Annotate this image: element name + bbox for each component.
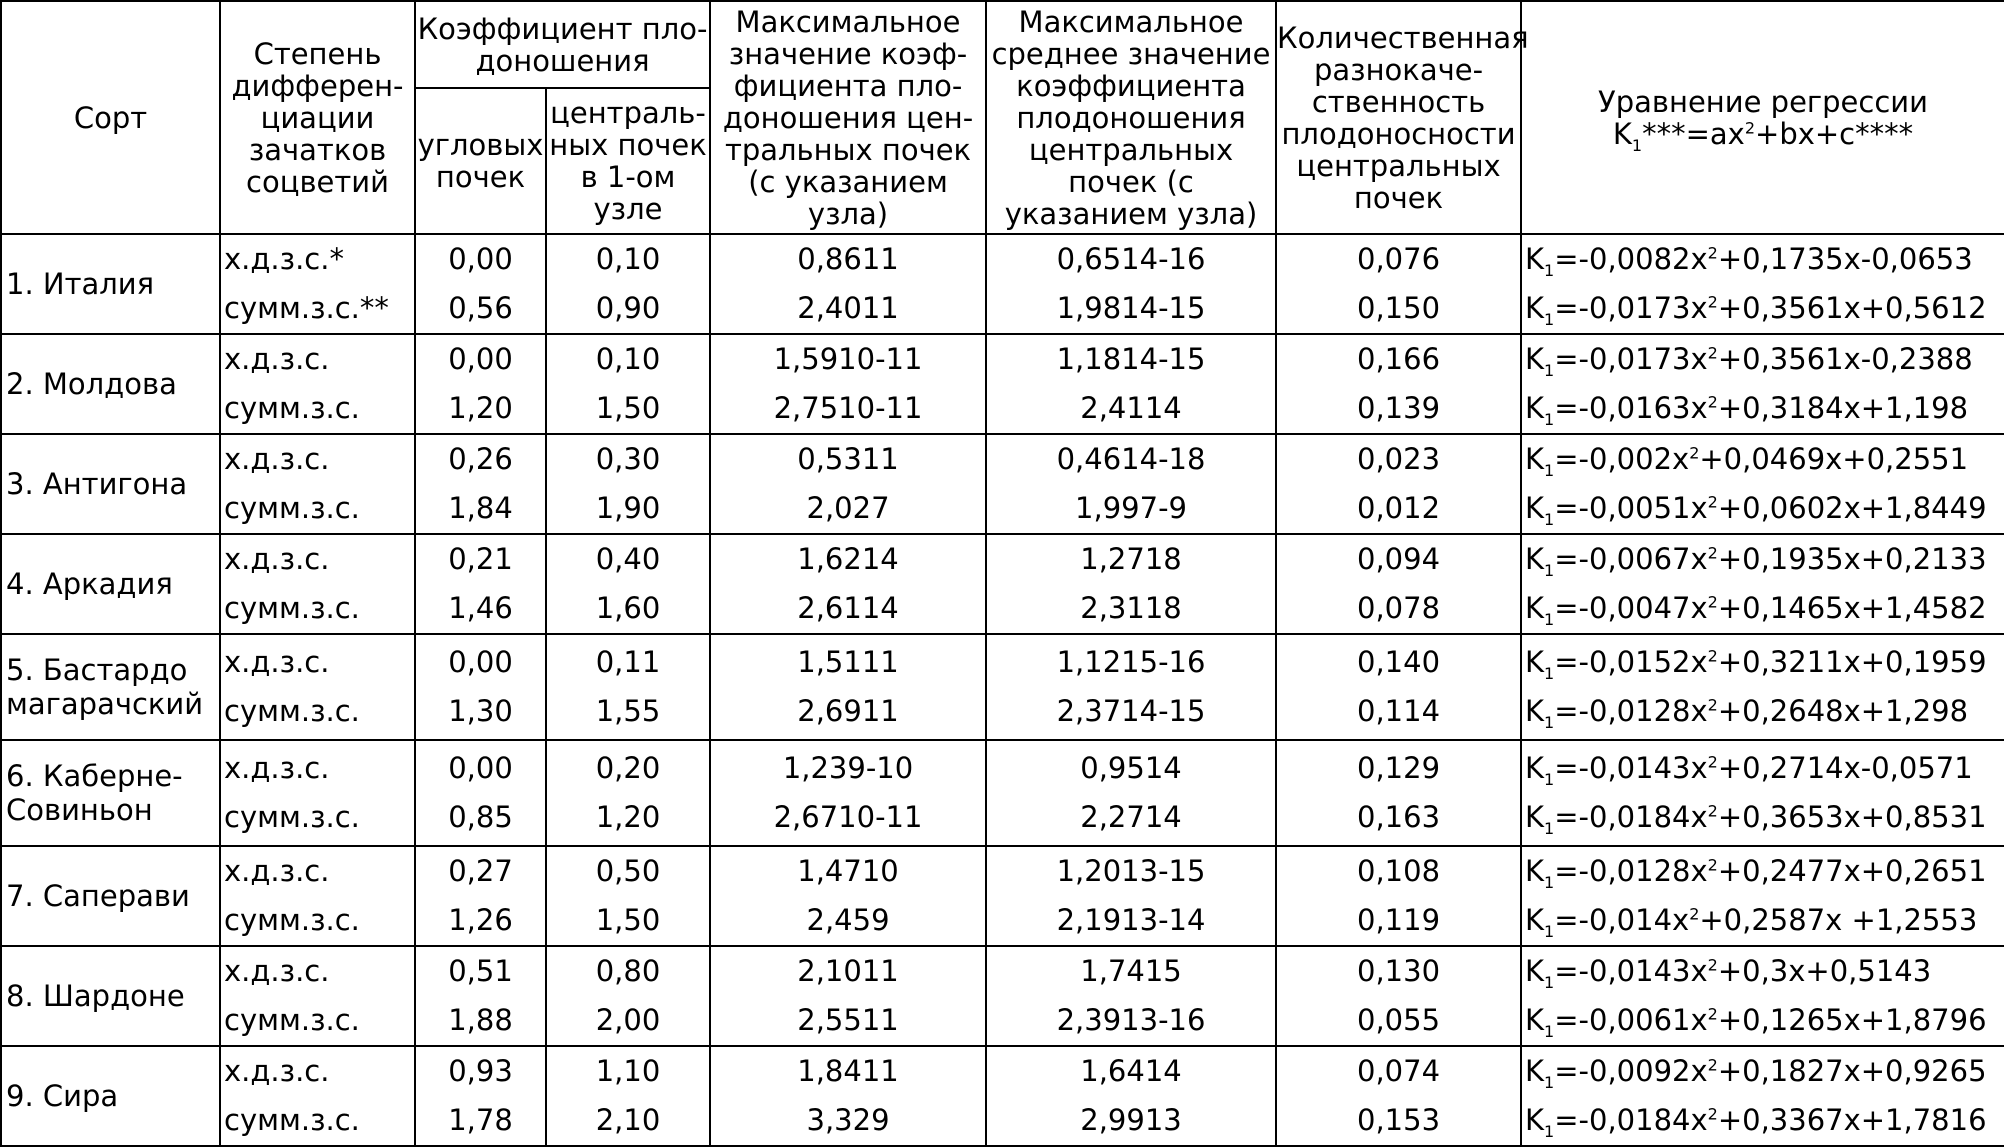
table-row bbox=[1, 1046, 2004, 1146]
max-central-value bbox=[710, 534, 986, 634]
corner-buds-value-line: 0,00 bbox=[448, 751, 513, 785]
max-mean-central-value-line: 1,997-9 bbox=[1075, 491, 1187, 525]
cultivar-name: 7. Саперави bbox=[1, 846, 220, 946]
corner-buds-value-line: 0,00 bbox=[448, 645, 513, 679]
heterogeneity-value bbox=[1276, 334, 1521, 434]
corner-buds-value-line: 0,00 bbox=[448, 242, 513, 276]
regression-equation-line: $K_1=-0,0051x^2+0,0602x+1,8449$ bbox=[1525, 491, 1987, 529]
cultivar-name: 4. Аркадия bbox=[1, 534, 220, 634]
regression-equation-line: $K_1=-0,0082x^2+0,1735x-0,0653$ bbox=[1525, 242, 1973, 280]
central-buds-node1-value-line: 0,20 bbox=[595, 751, 661, 785]
heterogeneity-value-line: 0,140 bbox=[1357, 645, 1441, 679]
cultivar-name: 2. Молдова bbox=[1, 334, 220, 434]
regression-equation bbox=[1521, 846, 2004, 946]
max-mean-central-value-line: 1,9814-15 bbox=[1056, 291, 1206, 325]
max-mean-central-value bbox=[986, 946, 1276, 1046]
heterogeneity-value-line: 0,153 bbox=[1357, 1103, 1441, 1137]
differentiation-degree bbox=[220, 1046, 415, 1146]
max-mean-central-value-line: 0,6514-16 bbox=[1056, 242, 1206, 276]
max-central-value-line: 0,5311 bbox=[797, 442, 899, 476]
header-regression-equation bbox=[1521, 1, 2004, 234]
max-central-value-line: 1,8411 bbox=[797, 1054, 899, 1088]
max-central-value bbox=[710, 634, 986, 740]
corner-buds-value bbox=[415, 634, 546, 740]
header-quantitative-heterogeneity: Количественная разнокаче-ственность плодоносности центральных почек bbox=[1276, 1, 1521, 234]
differentiation-degree bbox=[220, 434, 415, 534]
max-central-value bbox=[710, 946, 986, 1046]
regression-equation-line: $K_1=-0,0152x^2+0,3211x+0,1959$ bbox=[1525, 645, 1987, 683]
central-buds-node1-value-line: 1,60 bbox=[595, 591, 661, 625]
corner-buds-value-line: 0,27 bbox=[448, 854, 513, 888]
differentiation-degree-line: х.д.з.с. bbox=[224, 542, 330, 576]
max-central-value-line: 1,5111 bbox=[797, 645, 899, 679]
regression-equation-line: $K_1=-0,0067x^2+0,1935x+0,2133$ bbox=[1525, 542, 1987, 580]
heterogeneity-value-line: 0,129 bbox=[1357, 751, 1441, 785]
max-central-value-line: 2,459 bbox=[806, 903, 890, 937]
regression-equation-line: $K_1=-0,0184x^2+0,3367x+1,7816$ bbox=[1525, 1103, 1987, 1141]
table-row bbox=[1, 846, 2004, 946]
header-differentiation-degree: Степень дифферен-циации зачатков соцветий bbox=[220, 1, 415, 234]
regression-equation bbox=[1521, 234, 2004, 334]
regression-equation bbox=[1521, 634, 2004, 740]
max-mean-central-value-line: 2,1913-14 bbox=[1056, 903, 1206, 937]
max-central-value-line: 1,239-10 bbox=[782, 751, 914, 785]
corner-buds-value-line: 0,93 bbox=[448, 1054, 513, 1088]
max-mean-central-value-line: 1,6414 bbox=[1080, 1054, 1182, 1088]
heterogeneity-value bbox=[1276, 534, 1521, 634]
heterogeneity-value bbox=[1276, 434, 1521, 534]
max-mean-central-value-line: 1,1814-15 bbox=[1056, 342, 1206, 376]
table-row bbox=[1, 234, 2004, 334]
corner-buds-value bbox=[415, 234, 546, 334]
max-central-value-line: 2,4011 bbox=[797, 291, 899, 325]
table-row bbox=[1, 334, 2004, 434]
regression-equation-line: $K_1=-0,002x^2+0,0469x+0,2551$ bbox=[1525, 442, 1969, 480]
max-mean-central-value-line: 0,4614-18 bbox=[1056, 442, 1206, 476]
heterogeneity-value-line: 0,023 bbox=[1357, 442, 1441, 476]
central-buds-node1-value-line: 1,20 bbox=[595, 800, 661, 834]
header-cultivar: Сорт bbox=[1, 1, 220, 234]
table-row bbox=[1, 740, 2004, 846]
central-buds-node1-value bbox=[546, 234, 710, 334]
central-buds-node1-value-line: 1,90 bbox=[595, 491, 661, 525]
heterogeneity-value-line: 0,055 bbox=[1357, 1003, 1441, 1037]
central-buds-node1-value bbox=[546, 846, 710, 946]
max-central-value-line: 2,6114 bbox=[797, 591, 899, 625]
regression-equation-line: $K_1=-0,0128x^2+0,2477x+0,2651$ bbox=[1525, 854, 1987, 892]
max-central-value-line: 2,5511 bbox=[797, 1003, 899, 1037]
heterogeneity-value-line: 0,012 bbox=[1357, 491, 1441, 525]
regression-formula: $K_1***=ax^2+bx+c****$ bbox=[1612, 116, 1914, 155]
header-max-central-coefficient: Максимальное значение коэф-фициента пло-доношения цен-тральных почек (с указанием узла) bbox=[710, 1, 986, 234]
corner-buds-value bbox=[415, 1046, 546, 1146]
central-buds-node1-value-line: 1,55 bbox=[595, 694, 661, 728]
central-buds-node1-value-line: 2,10 bbox=[595, 1103, 661, 1137]
corner-buds-value-line: 0,56 bbox=[448, 291, 513, 325]
regression-equation-line: $K_1=-0,0143x^2+0,2714x-0,0571$ bbox=[1525, 751, 1973, 789]
max-central-value-line: 3,329 bbox=[806, 1103, 890, 1137]
cultivar-name: 9. Сира bbox=[1, 1046, 220, 1146]
corner-buds-value bbox=[415, 334, 546, 434]
max-mean-central-value bbox=[986, 846, 1276, 946]
regression-equation-line: $K_1=-0,0047x^2+0,1465x+1,4582$ bbox=[1525, 591, 1987, 629]
central-buds-node1-value bbox=[546, 740, 710, 846]
heterogeneity-value-line: 0,166 bbox=[1357, 342, 1441, 376]
differentiation-degree-line: х.д.з.с. bbox=[224, 442, 330, 476]
central-buds-node1-value-line: 0,90 bbox=[595, 291, 661, 325]
regression-equation bbox=[1521, 740, 2004, 846]
differentiation-degree bbox=[220, 846, 415, 946]
central-buds-node1-value-line: 1,50 bbox=[595, 903, 661, 937]
max-central-value-line: 2,6710-11 bbox=[773, 800, 923, 834]
central-buds-node1-value-line: 1,10 bbox=[595, 1054, 661, 1088]
regression-equation-line: $K_1=-0,0128x^2+0,2648x+1,298$ bbox=[1525, 694, 1969, 732]
max-central-value-line: 1,4710 bbox=[797, 854, 899, 888]
header-corner-buds: угловых почек bbox=[415, 88, 546, 234]
header-fruiting-coefficient: Коэффициент пло-доношения bbox=[415, 1, 710, 88]
central-buds-node1-value bbox=[546, 946, 710, 1046]
table-row bbox=[1, 946, 2004, 1046]
regression-equation-line: $K_1=-0,0163x^2+0,3184x+1,198$ bbox=[1525, 391, 1969, 429]
heterogeneity-value bbox=[1276, 634, 1521, 740]
max-mean-central-value-line: 1,2718 bbox=[1080, 542, 1182, 576]
differentiation-degree-line: х.д.з.с. bbox=[224, 854, 330, 888]
max-mean-central-value-line: 2,4114 bbox=[1080, 391, 1182, 425]
differentiation-degree bbox=[220, 234, 415, 334]
corner-buds-value-line: 1,46 bbox=[448, 591, 513, 625]
central-buds-node1-value-line: 1,50 bbox=[595, 391, 661, 425]
max-mean-central-value bbox=[986, 534, 1276, 634]
central-buds-node1-value bbox=[546, 334, 710, 434]
header-max-mean-central-coefficient: Максимальное среднее значение коэффициента плодоношения центральных почек (с указанием узла) bbox=[986, 1, 1276, 234]
max-mean-central-value bbox=[986, 234, 1276, 334]
differentiation-degree-line: сумм.з.с. bbox=[224, 694, 360, 728]
max-central-value bbox=[710, 846, 986, 946]
heterogeneity-value-line: 0,119 bbox=[1357, 903, 1441, 937]
corner-buds-value-line: 1,30 bbox=[448, 694, 513, 728]
max-mean-central-value-line: 0,9514 bbox=[1080, 751, 1182, 785]
central-buds-node1-value-line: 0,10 bbox=[595, 242, 661, 276]
max-mean-central-value bbox=[986, 634, 1276, 740]
differentiation-degree-line: сумм.з.с. bbox=[224, 491, 360, 525]
heterogeneity-value bbox=[1276, 740, 1521, 846]
table-row bbox=[1, 434, 2004, 534]
max-mean-central-value-line: 1,2013-15 bbox=[1056, 854, 1206, 888]
regression-equation bbox=[1521, 534, 2004, 634]
heterogeneity-value bbox=[1276, 1046, 1521, 1146]
central-buds-node1-value bbox=[546, 434, 710, 534]
corner-buds-value-line: 1,84 bbox=[448, 491, 513, 525]
regression-equation-line: $K_1=-0,0173x^2+0,3561x-0,2388$ bbox=[1525, 342, 1973, 380]
regression-equation-line: $K_1=-0,014x^2+0,2587x +1,2553$ bbox=[1525, 903, 1978, 941]
differentiation-degree bbox=[220, 334, 415, 434]
central-buds-node1-value bbox=[546, 534, 710, 634]
max-central-value-line: 2,1011 bbox=[797, 954, 899, 988]
cultivar-name: 3. Антигона bbox=[1, 434, 220, 534]
max-mean-central-value-line: 1,1215-16 bbox=[1056, 645, 1206, 679]
differentiation-degree-line: х.д.з.с.* bbox=[224, 242, 344, 276]
max-mean-central-value-line: 2,3714-15 bbox=[1056, 694, 1206, 728]
cultivar-name: 8. Шардоне bbox=[1, 946, 220, 1046]
central-buds-node1-value bbox=[546, 1046, 710, 1146]
corner-buds-value-line: 0,00 bbox=[448, 342, 513, 376]
max-mean-central-value-line: 2,9913 bbox=[1080, 1103, 1182, 1137]
central-buds-node1-value-line: 2,00 bbox=[595, 1003, 661, 1037]
heterogeneity-value-line: 0,139 bbox=[1357, 391, 1441, 425]
differentiation-degree-line: сумм.з.с. bbox=[224, 591, 360, 625]
max-mean-central-value bbox=[986, 434, 1276, 534]
table-body bbox=[1, 234, 2004, 1146]
regression-equation-line: $K_1=-0,0061x^2+0,1265x+1,8796$ bbox=[1525, 1003, 1987, 1041]
corner-buds-value bbox=[415, 434, 546, 534]
central-buds-node1-value-line: 0,80 bbox=[595, 954, 661, 988]
max-mean-central-value-line: 2,3118 bbox=[1080, 591, 1182, 625]
regression-title: Уравнение регрессии bbox=[1598, 84, 1928, 119]
regression-equation-line: $K_1=-0,0184x^2+0,3653x+0,8531$ bbox=[1525, 800, 1987, 838]
cultivar-name: 5. Бастардо магарачский bbox=[1, 634, 220, 740]
heterogeneity-value-line: 0,163 bbox=[1357, 800, 1441, 834]
max-mean-central-value bbox=[986, 334, 1276, 434]
central-buds-node1-value-line: 0,11 bbox=[595, 645, 661, 679]
regression-equation bbox=[1521, 334, 2004, 434]
max-central-value bbox=[710, 740, 986, 846]
differentiation-degree-line: сумм.з.с. bbox=[224, 800, 360, 834]
regression-equation-line: $K_1=-0,0143x^2+0,3x+0,5143$ bbox=[1525, 954, 1932, 992]
corner-buds-value-line: 1,78 bbox=[448, 1103, 513, 1137]
corner-buds-value-line: 1,20 bbox=[448, 391, 513, 425]
max-central-value-line: 2,027 bbox=[806, 491, 890, 525]
heterogeneity-value bbox=[1276, 946, 1521, 1046]
max-central-value-line: 2,6911 bbox=[797, 694, 899, 728]
differentiation-degree bbox=[220, 740, 415, 846]
corner-buds-value-line: 1,26 bbox=[448, 903, 513, 937]
heterogeneity-value-line: 0,114 bbox=[1357, 694, 1441, 728]
central-buds-node1-value-line: 0,30 bbox=[595, 442, 661, 476]
heterogeneity-value-line: 0,108 bbox=[1357, 854, 1441, 888]
differentiation-degree-line: х.д.з.с. bbox=[224, 645, 330, 679]
max-mean-central-value-line: 2,2714 bbox=[1080, 800, 1182, 834]
corner-buds-value-line: 1,88 bbox=[448, 1003, 513, 1037]
corner-buds-value-line: 0,85 bbox=[448, 800, 513, 834]
regression-equation-line: $K_1=-0,0092x^2+0,1827x+0,9265$ bbox=[1525, 1054, 1987, 1092]
differentiation-degree-line: сумм.з.с. bbox=[224, 1103, 360, 1137]
central-buds-node1-value bbox=[546, 634, 710, 740]
corner-buds-value bbox=[415, 740, 546, 846]
max-central-value bbox=[710, 434, 986, 534]
corner-buds-value-line: 0,26 bbox=[448, 442, 513, 476]
differentiation-degree-line: х.д.з.с. bbox=[224, 751, 330, 785]
cultivar-name: 6. Каберне-Совиньон bbox=[1, 740, 220, 846]
differentiation-degree bbox=[220, 634, 415, 740]
differentiation-degree-line: сумм.з.с. bbox=[224, 391, 360, 425]
max-mean-central-value bbox=[986, 740, 1276, 846]
max-central-value-line: 1,5910-11 bbox=[773, 342, 923, 376]
heterogeneity-value bbox=[1276, 234, 1521, 334]
differentiation-degree-line: х.д.з.с. bbox=[224, 1054, 330, 1088]
regression-equation-line: $K_1=-0,0173x^2+0,3561x+0,5612$ bbox=[1525, 291, 1987, 329]
heterogeneity-value-line: 0,076 bbox=[1357, 242, 1441, 276]
corner-buds-value bbox=[415, 534, 546, 634]
cultivar-name: 1. Италия bbox=[1, 234, 220, 334]
differentiation-degree-line: х.д.з.с. bbox=[224, 954, 330, 988]
heterogeneity-value-line: 0,150 bbox=[1357, 291, 1441, 325]
max-central-value bbox=[710, 234, 986, 334]
heterogeneity-value-line: 0,078 bbox=[1357, 591, 1441, 625]
regression-equation bbox=[1521, 434, 2004, 534]
differentiation-degree-line: сумм.з.с. bbox=[224, 1003, 360, 1037]
regression-equation bbox=[1521, 1046, 2004, 1146]
central-buds-node1-value-line: 0,50 bbox=[595, 854, 661, 888]
heterogeneity-value-line: 0,074 bbox=[1357, 1054, 1441, 1088]
central-buds-node1-value-line: 0,10 bbox=[595, 342, 661, 376]
max-central-value-line: 1,6214 bbox=[797, 542, 899, 576]
corner-buds-value-line: 0,51 bbox=[448, 954, 513, 988]
differentiation-degree-line: х.д.з.с. bbox=[224, 342, 330, 376]
max-mean-central-value-line: 1,7415 bbox=[1080, 954, 1182, 988]
corner-buds-value bbox=[415, 846, 546, 946]
corner-buds-value-line: 0,21 bbox=[448, 542, 513, 576]
corner-buds-value bbox=[415, 946, 546, 1046]
regression-equation bbox=[1521, 946, 2004, 1046]
table-row bbox=[1, 534, 2004, 634]
max-mean-central-value bbox=[986, 1046, 1276, 1146]
max-mean-central-value-line: 2,3913-16 bbox=[1056, 1003, 1206, 1037]
differentiation-degree bbox=[220, 946, 415, 1046]
heterogeneity-value-line: 0,130 bbox=[1357, 954, 1441, 988]
differentiation-degree bbox=[220, 534, 415, 634]
max-central-value bbox=[710, 334, 986, 434]
max-central-value-line: 2,7510-11 bbox=[773, 391, 923, 425]
table-row bbox=[1, 634, 2004, 740]
header-central-buds-node-1: централь-ных почек в 1-ом узле bbox=[546, 88, 710, 234]
max-central-value bbox=[710, 1046, 986, 1146]
max-central-value-line: 0,8611 bbox=[797, 242, 899, 276]
heterogeneity-value-line: 0,094 bbox=[1357, 542, 1441, 576]
central-buds-node1-value-line: 0,40 bbox=[595, 542, 661, 576]
differentiation-degree-line: сумм.з.с. bbox=[224, 903, 360, 937]
heterogeneity-value bbox=[1276, 846, 1521, 946]
differentiation-degree-line: сумм.з.с.** bbox=[224, 291, 389, 325]
